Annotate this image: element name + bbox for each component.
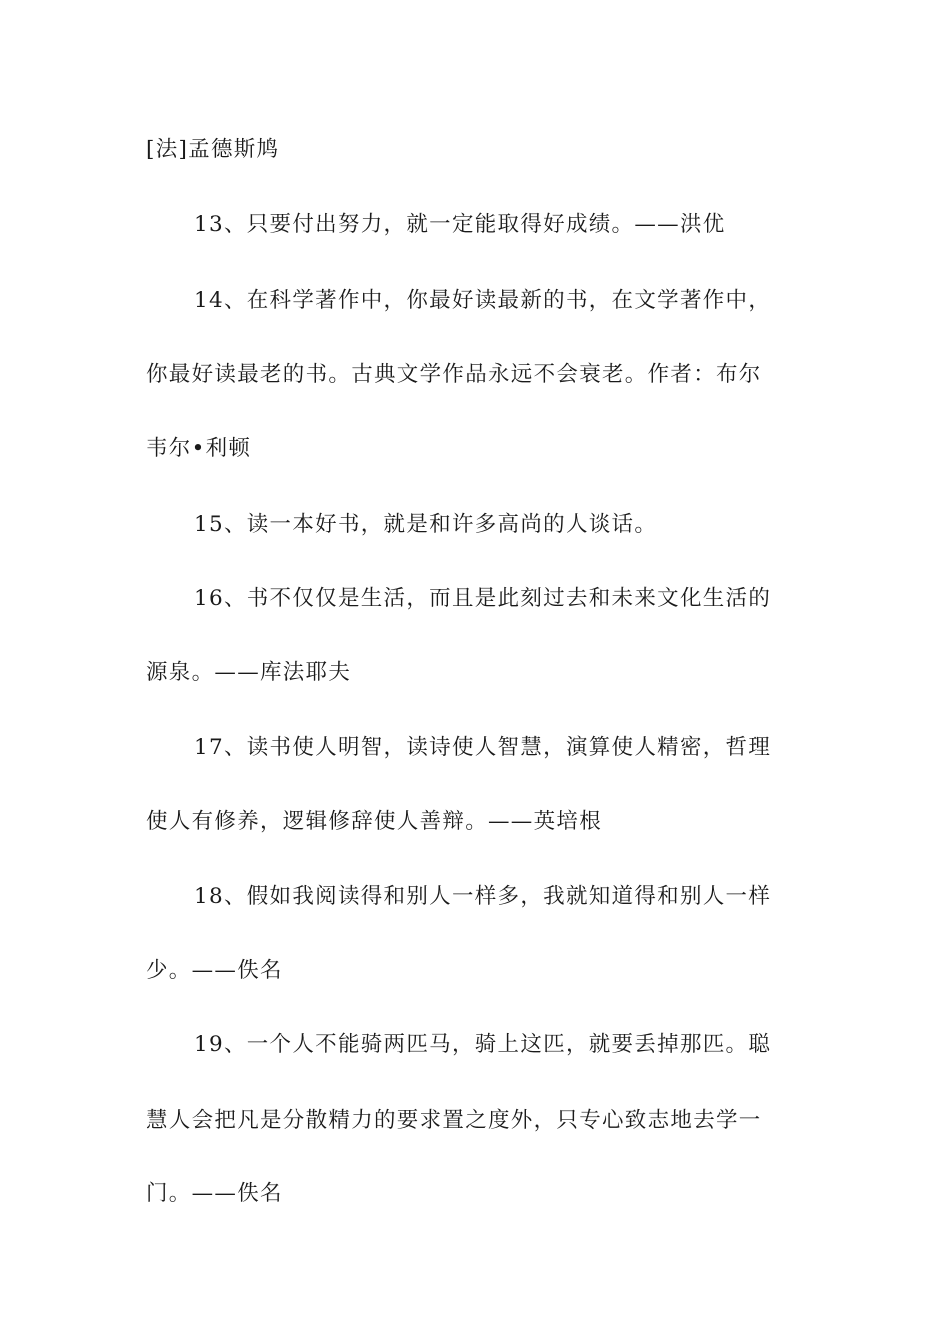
quote-17-line-1: 17、读书使人明智，读诗使人智慧，演算使人精密，哲理 (194, 735, 772, 760)
quote-14-line-2: 你最好读最老的书。古典文学作品永远不会衰老。作者：布尔 (146, 362, 762, 387)
quote-19-line-3: 门。——佚名 (146, 1181, 283, 1206)
quote-17-line-2: 使人有修养，逻辑修辞使人善辩。——英培根 (146, 809, 603, 834)
quote-15: 15、读一本好书，就是和许多高尚的人谈话。 (194, 512, 658, 537)
quote-16-line-2: 源泉。——库法耶夫 (146, 660, 352, 685)
quote-18-line-1: 18、假如我阅读得和别人一样多，我就知道得和别人一样 (194, 884, 772, 909)
quote-14-line-3: 韦尔•利顿 (146, 436, 252, 461)
quote-19-line-2: 慧人会把凡是分散精力的要求置之度外，只专心致志地去学一 (146, 1108, 762, 1133)
text-line-attribution-montesquieu: [法]孟德斯鸠 (146, 137, 280, 162)
quote-16-line-1: 16、书不仅仅是生活，而且是此刻过去和未来文化生活的 (194, 586, 772, 611)
quote-19-line-1: 19、一个人不能骑两匹马，骑上这匹，就要丢掉那匹。聪 (194, 1032, 772, 1057)
quote-13: 13、只要付出努力，就一定能取得好成绩。——洪优 (194, 212, 726, 237)
quote-14-line-1: 14、在科学著作中，你最好读最新的书，在文学著作中， (194, 288, 772, 313)
quote-18-line-2: 少。——佚名 (146, 958, 283, 983)
